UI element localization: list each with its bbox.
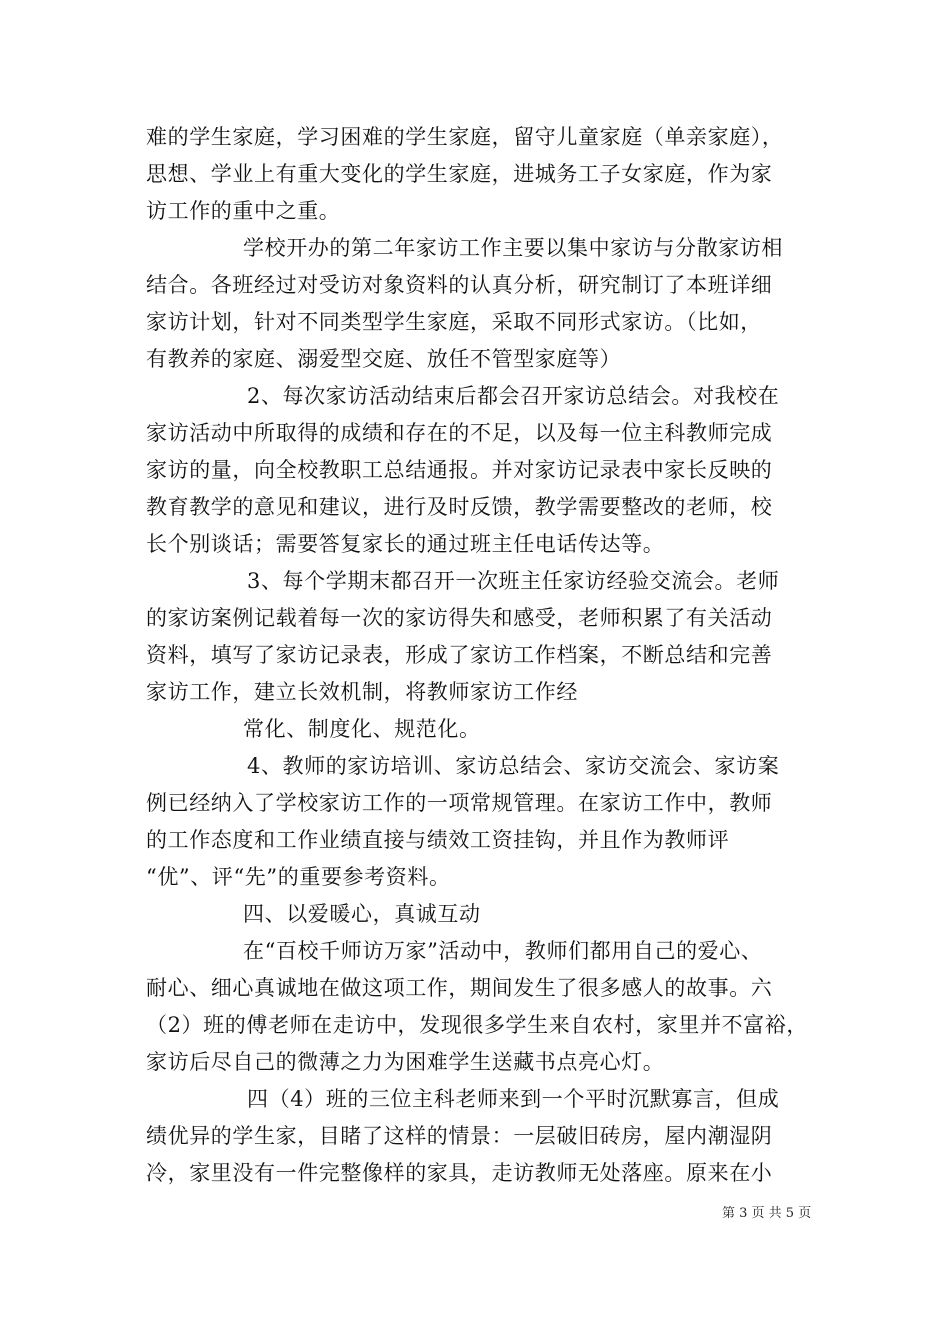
text-line: 家访后尽自己的微薄之力为困难学生送藏书点亮心灯。 xyxy=(146,1050,665,1074)
text-line: 常化、制度化、规范化。 xyxy=(243,717,481,741)
text-line: 的家访案例记载着每一次的家访得失和感受，老师积累了有关活动 xyxy=(146,606,773,630)
text-line: 家访工作，建立长效机制，将教师家访工作经 xyxy=(146,680,578,704)
text-line: 耐心、细心真诚地在做这项工作，期间发生了很多感人的故事。六 xyxy=(146,976,773,1000)
text-line: 四（4）班的三位主科老师来到一个平时沉默寡言，但成 xyxy=(247,1087,780,1111)
text-line: 绩优异的学生家，目睹了这样的情景：一层破旧砖房，屋内潮湿阴 xyxy=(146,1124,773,1148)
text-line: 家访活动中所取得的成绩和存在的不足，以及每一位主科教师完成 xyxy=(146,421,773,445)
text-line: 3、每个学期末都召开一次班主任家访经验交流会。老师 xyxy=(247,569,780,593)
text-line: 的工作态度和工作业绩直接与绩效工资挂钩，并且作为教师评 xyxy=(146,828,730,852)
text-line: （2）班的傅老师在走访中，发现很多学生来自农村，家里并不富裕， xyxy=(146,1013,808,1037)
text-line: 结合。各班经过对受访对象资料的认真分析，研究制订了本班详细 xyxy=(146,273,773,297)
text-line: 访工作的重中之重。 xyxy=(146,199,341,223)
text-line: 有教养的家庭、溺爱型交庭、放任不管型家庭等） xyxy=(146,347,622,371)
text-line: 4、教师的家访培训、家访总结会、家访交流会、家访案 xyxy=(247,754,780,778)
text-line: 2、每次家访活动结束后都会召开家访总结会。对我校在 xyxy=(247,384,780,408)
text-line: 例已经纳入了学校家访工作的一项常规管理。在家访工作中，教师 xyxy=(146,791,773,815)
text-line: 思想、学业上有重大变化的学生家庭，进城务工子女家庭，作为家 xyxy=(146,162,773,186)
text-line: 资料，填写了家访记录表，形成了家访工作档案，不断总结和完善 xyxy=(146,643,773,667)
text-line: 在“百校千师访万家”活动中，教师们都用自己的爱心、 xyxy=(243,939,763,963)
text-line: 长个别谈话；需要答复家长的通过班主任电话传达等。 xyxy=(146,532,665,556)
text-line: 冷，家里没有一件完整像样的家具，走访教师无处落座。原来在小 xyxy=(146,1161,773,1185)
text-line: 家访计划，针对不同类型学生家庭，采取不同形式家访。（比如， xyxy=(146,310,762,334)
text-line: “优”、评“先”的重要参考资料。 xyxy=(146,865,451,889)
text-line: 学校开办的第二年家访工作主要以集中家访与分散家访相 xyxy=(243,236,783,260)
page-number: 第 3 页 共 5 页 xyxy=(722,1206,812,1221)
text-line: 难的学生家庭，学习困难的学生家庭，留守儿童家庭（单亲家庭）， xyxy=(146,125,784,149)
text-line: 教育教学的意见和建议，进行及时反馈，教学需要整改的老师，校 xyxy=(146,495,773,519)
text-line: 家访的量，向全校教职工总结通报。并对家访记录表中家长反映的 xyxy=(146,458,773,482)
section-heading: 四、以爱暖心，真诚互动 xyxy=(243,902,481,926)
